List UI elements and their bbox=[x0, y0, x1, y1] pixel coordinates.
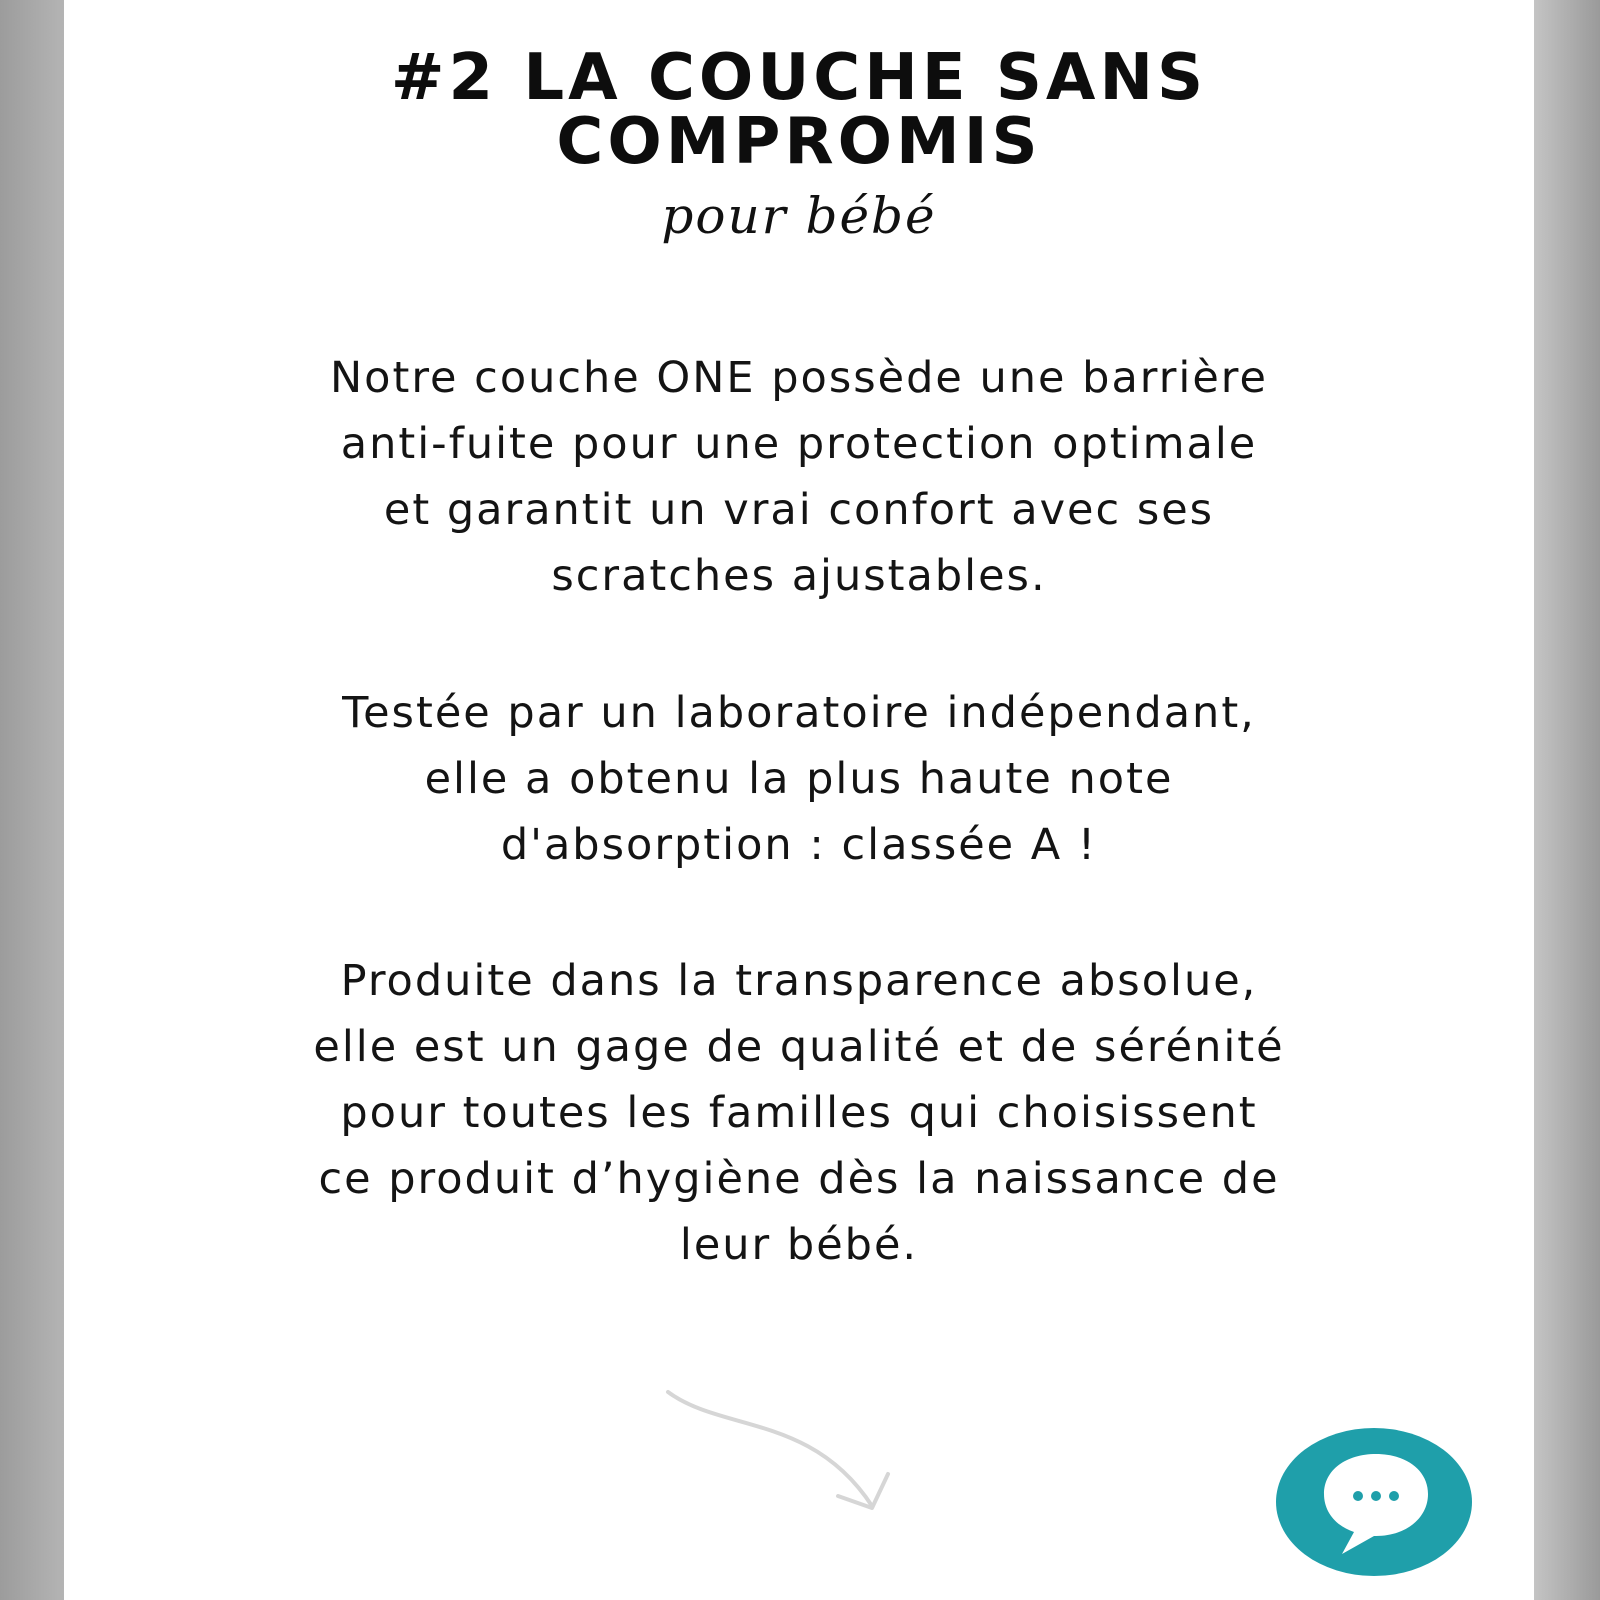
page-title bbox=[64, 41, 1534, 179]
paragraph-line: Notre couche ONE possède une barrière bbox=[329, 353, 1268, 403]
page-title-line-1: #2 LA COUCHE SANS bbox=[390, 41, 1208, 115]
curved-arrow-icon bbox=[662, 1384, 902, 1524]
paragraph-line: ce produit d’hygiène dès la naissance de bbox=[318, 1154, 1280, 1204]
paragraph-laboratory bbox=[174, 680, 1424, 878]
paragraph-line: Testée par un laboratoire indépendant, bbox=[342, 688, 1256, 738]
paragraph-line: et garantit un vrai confort avec ses bbox=[383, 485, 1215, 535]
paragraph-transparency bbox=[174, 948, 1424, 1278]
paragraph-line: pour toutes les familles qui choisissent bbox=[340, 1088, 1258, 1138]
paragraph-line: Produite dans la transparence absolue, bbox=[340, 956, 1258, 1006]
content-panel bbox=[64, 0, 1534, 1600]
paragraph-line: elle est un gage de qualité et de sérénité bbox=[313, 1022, 1285, 1072]
paragraph-line: leur bébé. bbox=[679, 1220, 919, 1270]
paragraph-line: elle a obtenu la plus haute note bbox=[424, 754, 1174, 804]
paragraph-line: scratches ajustables. bbox=[551, 551, 1047, 601]
chat-button[interactable] bbox=[1276, 1428, 1472, 1576]
page-subtitle: pour bébé bbox=[661, 187, 937, 245]
left-frame bbox=[0, 0, 64, 1600]
chat-bubble-icon bbox=[1316, 1446, 1436, 1562]
paragraph-line: anti-fuite pour une protection optimale bbox=[340, 419, 1258, 469]
paragraph-protection bbox=[174, 345, 1424, 609]
paragraph-line: d'absorption : classée A ! bbox=[500, 820, 1098, 870]
right-frame bbox=[1534, 0, 1600, 1600]
page-title-line-2: COMPROMIS bbox=[556, 105, 1042, 179]
